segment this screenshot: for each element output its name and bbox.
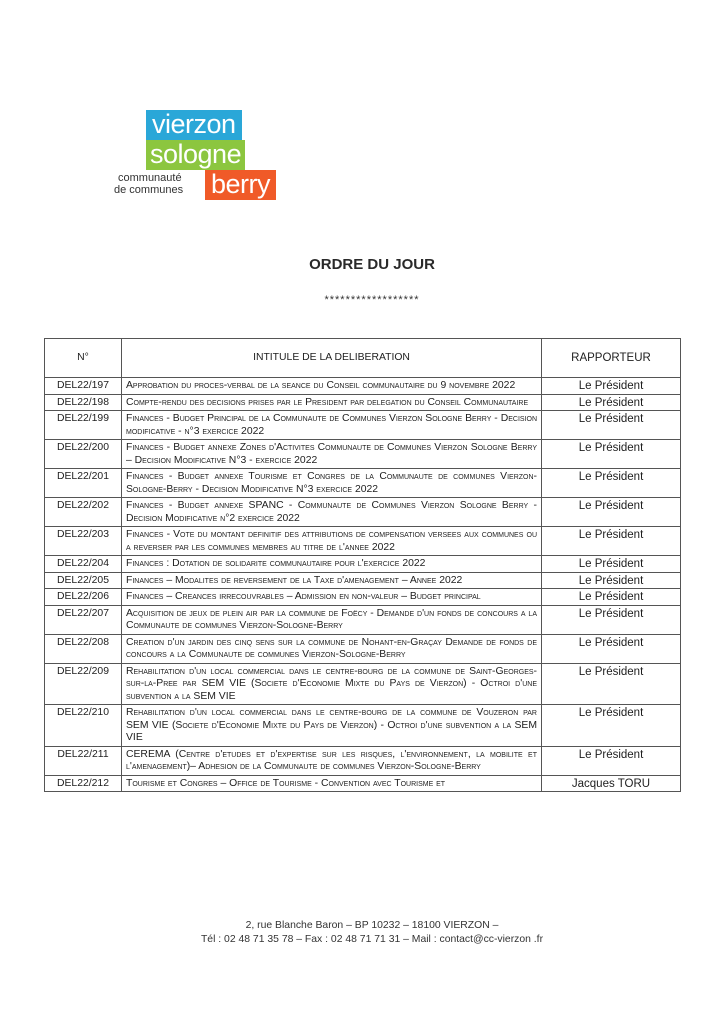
row-number: DEL22/201 — [45, 469, 122, 498]
row-intitule: CEREMA (Centre d'etudes et d'expertise sur les risques, l'environnement, la mobilite et l'amenagement)– Adhesion de la Communaute de communes Vierzon-Sologne-Berry — [122, 746, 542, 775]
table-row — [45, 411, 681, 440]
row-intitule: Finances – Creances irrecouvrables – Admission en non-valeur – Budget principal — [122, 589, 542, 606]
row-intitule: Finances : Dotation de solidarite communautaire pour l'exercice 2022 — [122, 556, 542, 573]
row-rapporteur: Le Président — [542, 394, 681, 411]
table-row — [45, 705, 681, 747]
table-row — [45, 527, 681, 556]
logo-berry: berry — [205, 170, 276, 200]
row-number: DEL22/200 — [45, 440, 122, 469]
row-rapporteur: Le Président — [542, 527, 681, 556]
logo-de-communes: de communes — [114, 184, 184, 196]
separator-stars: ****************** — [324, 294, 420, 306]
row-rapporteur: Le Président — [542, 634, 681, 663]
row-intitule: Tourisme et Congres – Office de Tourisme - Convention avec Tourisme et — [122, 775, 542, 792]
row-rapporteur: Le Président — [542, 572, 681, 589]
table-row — [45, 469, 681, 498]
row-intitule: Approbation du proces-verbal de la seance du Conseil communautaire du 9 novembre 2022 — [122, 378, 542, 395]
row-intitule: Rehabilitation d'un local commercial dans le centre-bourg de la commune de Saint-Georges-sur-la-Pree par SEM VIE (Societe d'Economie Mixte du Pays de Vierzon) - Octroi d'une subvention a la SEM VIE — [122, 663, 542, 705]
row-intitule: Compte-rendu des decisions prises par le President par delegation du Conseil Communautaire — [122, 394, 542, 411]
table-row — [45, 589, 681, 606]
row-number: DEL22/204 — [45, 556, 122, 573]
footer-address: 2, rue Blanche Baron – BP 10232 – 18100 VIERZON – — [245, 920, 499, 931]
row-number: DEL22/203 — [45, 527, 122, 556]
table-row — [45, 440, 681, 469]
header-num: N° — [45, 339, 122, 378]
table-row — [45, 556, 681, 573]
agenda-rows — [45, 378, 681, 792]
table-row — [45, 775, 681, 792]
table-header-row — [45, 339, 681, 378]
table-row — [45, 663, 681, 705]
row-rapporteur: Le Président — [542, 556, 681, 573]
row-number: DEL22/207 — [45, 605, 122, 634]
table-row — [45, 605, 681, 634]
row-number: DEL22/198 — [45, 394, 122, 411]
row-number: DEL22/197 — [45, 378, 122, 395]
logo-sologne: sologne — [146, 140, 245, 170]
row-rapporteur: Le Président — [542, 440, 681, 469]
row-intitule: Finances – Modalites de reversement de la Taxe d'amenagement – Annee 2022 — [122, 572, 542, 589]
row-intitule: Finances - Budget annexe SPANC - Communaute de Communes Vierzon Sologne Berry - Decision Modificative n°2 exercice 2022 — [122, 498, 542, 527]
row-rapporteur: Le Président — [542, 498, 681, 527]
header-intitule: INTITULE DE LA DELIBERATION — [122, 339, 542, 378]
row-rapporteur: Jacques TORU — [542, 775, 681, 792]
table-row — [45, 746, 681, 775]
footer-contact: Tél : 02 48 71 35 78 – Fax : 02 48 71 71 31 – Mail : contact@cc-vierzon .fr — [200, 934, 544, 945]
row-rapporteur: Le Président — [542, 605, 681, 634]
row-number: DEL22/211 — [45, 746, 122, 775]
row-number: DEL22/210 — [45, 705, 122, 747]
row-rapporteur: Le Président — [542, 746, 681, 775]
row-intitule: Rehabilitation d'un local commercial dans le centre-bourg de la commune de Vouzeron par SEM VIE (Societe d'Economie Mixte du Pays de Vierzon) - Octroi d'une subvention a la SEM VIE — [122, 705, 542, 747]
row-number: DEL22/205 — [45, 572, 122, 589]
row-intitule: Finances - Budget Principal de la Communaute de Communes Vierzon Sologne Berry - Decision modificative - n°3 exercice 2022 — [122, 411, 542, 440]
row-intitule: Finances - Vote du montant definitif des attributions de compensation versees aux communes ou a reverser par les communes membres au titre de l'annee 2022 — [122, 527, 542, 556]
row-number: DEL22/202 — [45, 498, 122, 527]
agenda-table — [44, 338, 681, 792]
row-rapporteur: Le Président — [542, 469, 681, 498]
row-rapporteur: Le Président — [542, 589, 681, 606]
row-rapporteur: Le Président — [542, 663, 681, 705]
row-rapporteur: Le Président — [542, 378, 681, 395]
row-number: DEL22/208 — [45, 634, 122, 663]
row-number: DEL22/199 — [45, 411, 122, 440]
community-logo — [112, 110, 282, 202]
row-rapporteur: Le Président — [542, 705, 681, 747]
row-intitule: Creation d'un jardin des cinq sens sur la commune de Nohant-en-Graçay Demande de fonds de concours a la Communaute de communes Vierzon-Sologne-Berry — [122, 634, 542, 663]
logo-vierzon: vierzon — [146, 110, 242, 140]
table-row — [45, 572, 681, 589]
header-rapporteur: RAPPORTEUR — [542, 339, 681, 378]
logo-communaute: communauté — [118, 172, 182, 184]
row-intitule: Finances - Budget annexe Tourisme et Congres de la Communaute de communes Vierzon-Sologne-Berry - Decision Modificative N°3 exercice 2022 — [122, 469, 542, 498]
table-row — [45, 394, 681, 411]
page-title: ORDRE DU JOUR — [309, 256, 435, 273]
row-intitule: Acquisition de jeux de plein air par la commune de Foëcy - Demande d'un fonds de concours a la Communaute de communes Vierzon-Sologne-Berry — [122, 605, 542, 634]
table-row — [45, 634, 681, 663]
row-number: DEL22/209 — [45, 663, 122, 705]
row-intitule: Finances - Budget annexe Zones d'Activites Communaute de Communes Vierzon Sologne Berry – Decision Modificative N°3 - exercice 2022 — [122, 440, 542, 469]
row-rapporteur: Le Président — [542, 411, 681, 440]
row-number: DEL22/206 — [45, 589, 122, 606]
table-row — [45, 378, 681, 395]
row-number: DEL22/212 — [45, 775, 122, 792]
table-row — [45, 498, 681, 527]
